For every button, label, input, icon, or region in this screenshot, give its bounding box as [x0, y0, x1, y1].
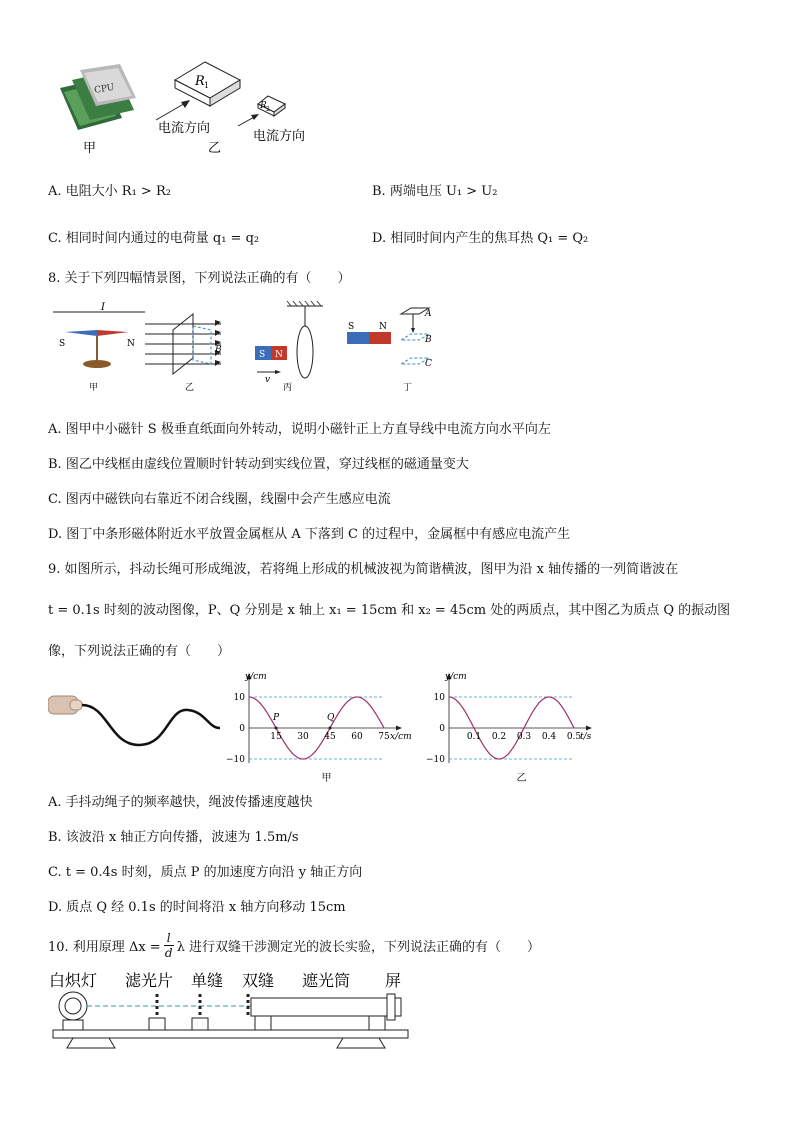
q8-bing: 丙	[283, 383, 293, 393]
q8-current-i: I	[101, 302, 105, 313]
y-tick-label: 0	[239, 724, 245, 734]
q8-option-a: A. 图甲中小磁针 S 极垂直纸面向外转动，说明小磁针正上方直导线中电流方向水平向左	[48, 422, 551, 437]
q7-fig-yi: 乙	[208, 141, 222, 156]
point-dot-q	[329, 727, 332, 730]
q8-jia: 甲	[89, 383, 99, 393]
q7-current-dir-1: 电流方向	[158, 121, 211, 136]
q8-ding-s: S	[348, 322, 355, 332]
vibration-chart-yi-svg	[425, 662, 610, 782]
q8-a-label: A	[425, 309, 432, 319]
x-tick-label: 0.1	[466, 732, 482, 742]
q10-stem-pre: 10. 利用原理 Δx =	[48, 939, 161, 955]
resistor-r1	[175, 62, 240, 106]
q9-stem-2: t = 0.1s 时刻的波动图像，P、Q 分别是 x 轴上 x₁ = 15cm 和 x₂ = 45cm 处的两质点，其中图乙为质点 Q 的振动图	[48, 603, 731, 618]
q7-current-dir-2: 电流方向	[253, 129, 306, 144]
q7-option-d: D. 相同时间内产生的焦耳热 Q₁ = Q₂	[372, 231, 589, 246]
q10-apparatus-svg	[45, 966, 415, 1061]
tube-label: 遮光筒	[302, 971, 351, 990]
q8-bing-s: S	[259, 350, 266, 360]
y-tick-label: −10	[426, 755, 445, 765]
chart-caption: 乙	[516, 773, 527, 782]
q10-fraction	[164, 931, 174, 960]
q10-frac-den: d	[164, 945, 173, 960]
q10-frac-num: l	[166, 930, 171, 945]
q8-n: N	[127, 339, 135, 349]
q8-ding-n: N	[379, 322, 387, 332]
x-tick-label: 75	[378, 732, 390, 742]
point-label-q: Q	[327, 713, 335, 723]
y-tick-label: −10	[226, 755, 245, 765]
rope-wave-figure	[48, 690, 223, 750]
single-slit-label: 单缝	[191, 971, 224, 990]
hand-icon	[48, 696, 82, 714]
screen-label: 屏	[385, 971, 402, 990]
x-tick-label: 30	[297, 732, 309, 742]
q8-b: B	[215, 345, 222, 355]
q7-option-a: A. 电阻大小 R₁ > R₂	[48, 184, 171, 199]
q9-option-b: B. 该波沿 x 轴正方向传播，波速为 1.5m/s	[48, 830, 299, 845]
q8-b-label: B	[425, 335, 432, 345]
r2-sub: 2	[266, 106, 270, 113]
r1-sub: 1	[204, 81, 210, 90]
q7-option-c: C. 相同时间内通过的电荷量 q₁ = q₂	[48, 231, 260, 246]
y-tick-label: 0	[439, 724, 445, 734]
q8-option-b: B. 图乙中线框由虚线位置顺时针转动到实线位置，穿过线框的磁通量变大	[48, 457, 469, 472]
cpu-chip-icon	[60, 64, 136, 130]
x-tick-label: 0.5	[566, 732, 582, 742]
q8-option-d: D. 图丁中条形磁体附近水平放置金属框从 A 下落到 C 的过程中，金属框中有感应电流产生	[48, 527, 571, 542]
q9-option-a: A. 手抖动绳子的频率越快，绳波传播速度越快	[48, 795, 313, 810]
q8-c-label: C	[425, 359, 432, 369]
q7-option-b: B. 两端电压 U₁ > U₂	[372, 184, 498, 199]
rope-wave-svg	[48, 690, 223, 750]
q7-figure	[50, 58, 350, 163]
resistor-r2	[258, 96, 285, 116]
q9-option-c: C. t = 0.4s 时刻，质点 P 的加速度方向沿 y 轴正方向	[48, 865, 363, 880]
q9-stem-3: 像，下列说法正确的有（ ）	[48, 644, 231, 659]
x-tick-label: 15	[270, 732, 282, 742]
wave-chart-jia	[225, 662, 415, 782]
y-tick-label: 10	[433, 693, 445, 703]
x-tick-label: 0.3	[516, 732, 532, 742]
q8-yi: 乙	[185, 383, 195, 393]
y-tick-label: 10	[233, 693, 245, 703]
x-tick-label: 0.4	[541, 732, 557, 742]
q9-option-d: D. 质点 Q 经 0.1s 的时间将沿 x 轴方向移动 15cm	[48, 900, 346, 915]
wave-chart-jia-svg	[225, 662, 415, 782]
q8-ding: 丁	[403, 383, 413, 393]
y-axis-label: y/cm	[445, 672, 467, 682]
q9-stem-1: 9. 如图所示，抖动长绳可形成绳波，若将绳上形成的机械波视为简谐横波，图甲为沿 x 轴传播的一列简谐波在	[48, 562, 679, 577]
q8-s: S	[59, 339, 66, 349]
x-tick-label: 60	[351, 732, 363, 742]
q10-stem-post: λ 进行双缝干涉测定光的波长实验，下列说法正确的有（ ）	[176, 939, 541, 955]
x-axis-label: t/s	[580, 732, 592, 742]
x-axis-label: x/cm	[390, 732, 412, 742]
q7-fig-jia: 甲	[83, 141, 97, 156]
point-dot-p	[275, 727, 278, 730]
q8-stem: 8. 关于下列四幅情景图，下列说法正确的有（ ）	[48, 271, 351, 286]
x-tick-label: 45	[324, 732, 336, 742]
x-tick-label: 0.2	[491, 732, 507, 742]
q8-bing-n: N	[275, 350, 283, 360]
point-label-p: P	[273, 713, 280, 723]
double-slit-label: 双缝	[242, 971, 275, 990]
q10-apparatus-figure	[45, 966, 415, 1061]
q8-v: v	[265, 375, 271, 385]
q8-figure	[45, 300, 445, 395]
lamp-label: 白炽灯	[49, 971, 98, 990]
q8-option-c: C. 图丙中磁铁向右靠近不闭合线圈，线圈中会产生感应电流	[48, 492, 391, 507]
chart-caption: 甲	[321, 773, 332, 782]
vibration-chart-yi	[425, 662, 610, 782]
q7-figure-svg	[50, 58, 350, 163]
q10-stem	[48, 928, 540, 962]
q8-figure-svg	[45, 300, 445, 395]
lamp-icon	[59, 992, 87, 1030]
r1-label: R	[195, 74, 205, 89]
x-axis-arrow	[586, 726, 592, 731]
y-axis-label: y/cm	[245, 672, 267, 682]
x-axis-arrow	[396, 726, 402, 731]
r2-label: R	[260, 101, 267, 111]
cpu-label: CPU	[93, 82, 116, 96]
filter-label: 滤光片	[125, 971, 174, 990]
